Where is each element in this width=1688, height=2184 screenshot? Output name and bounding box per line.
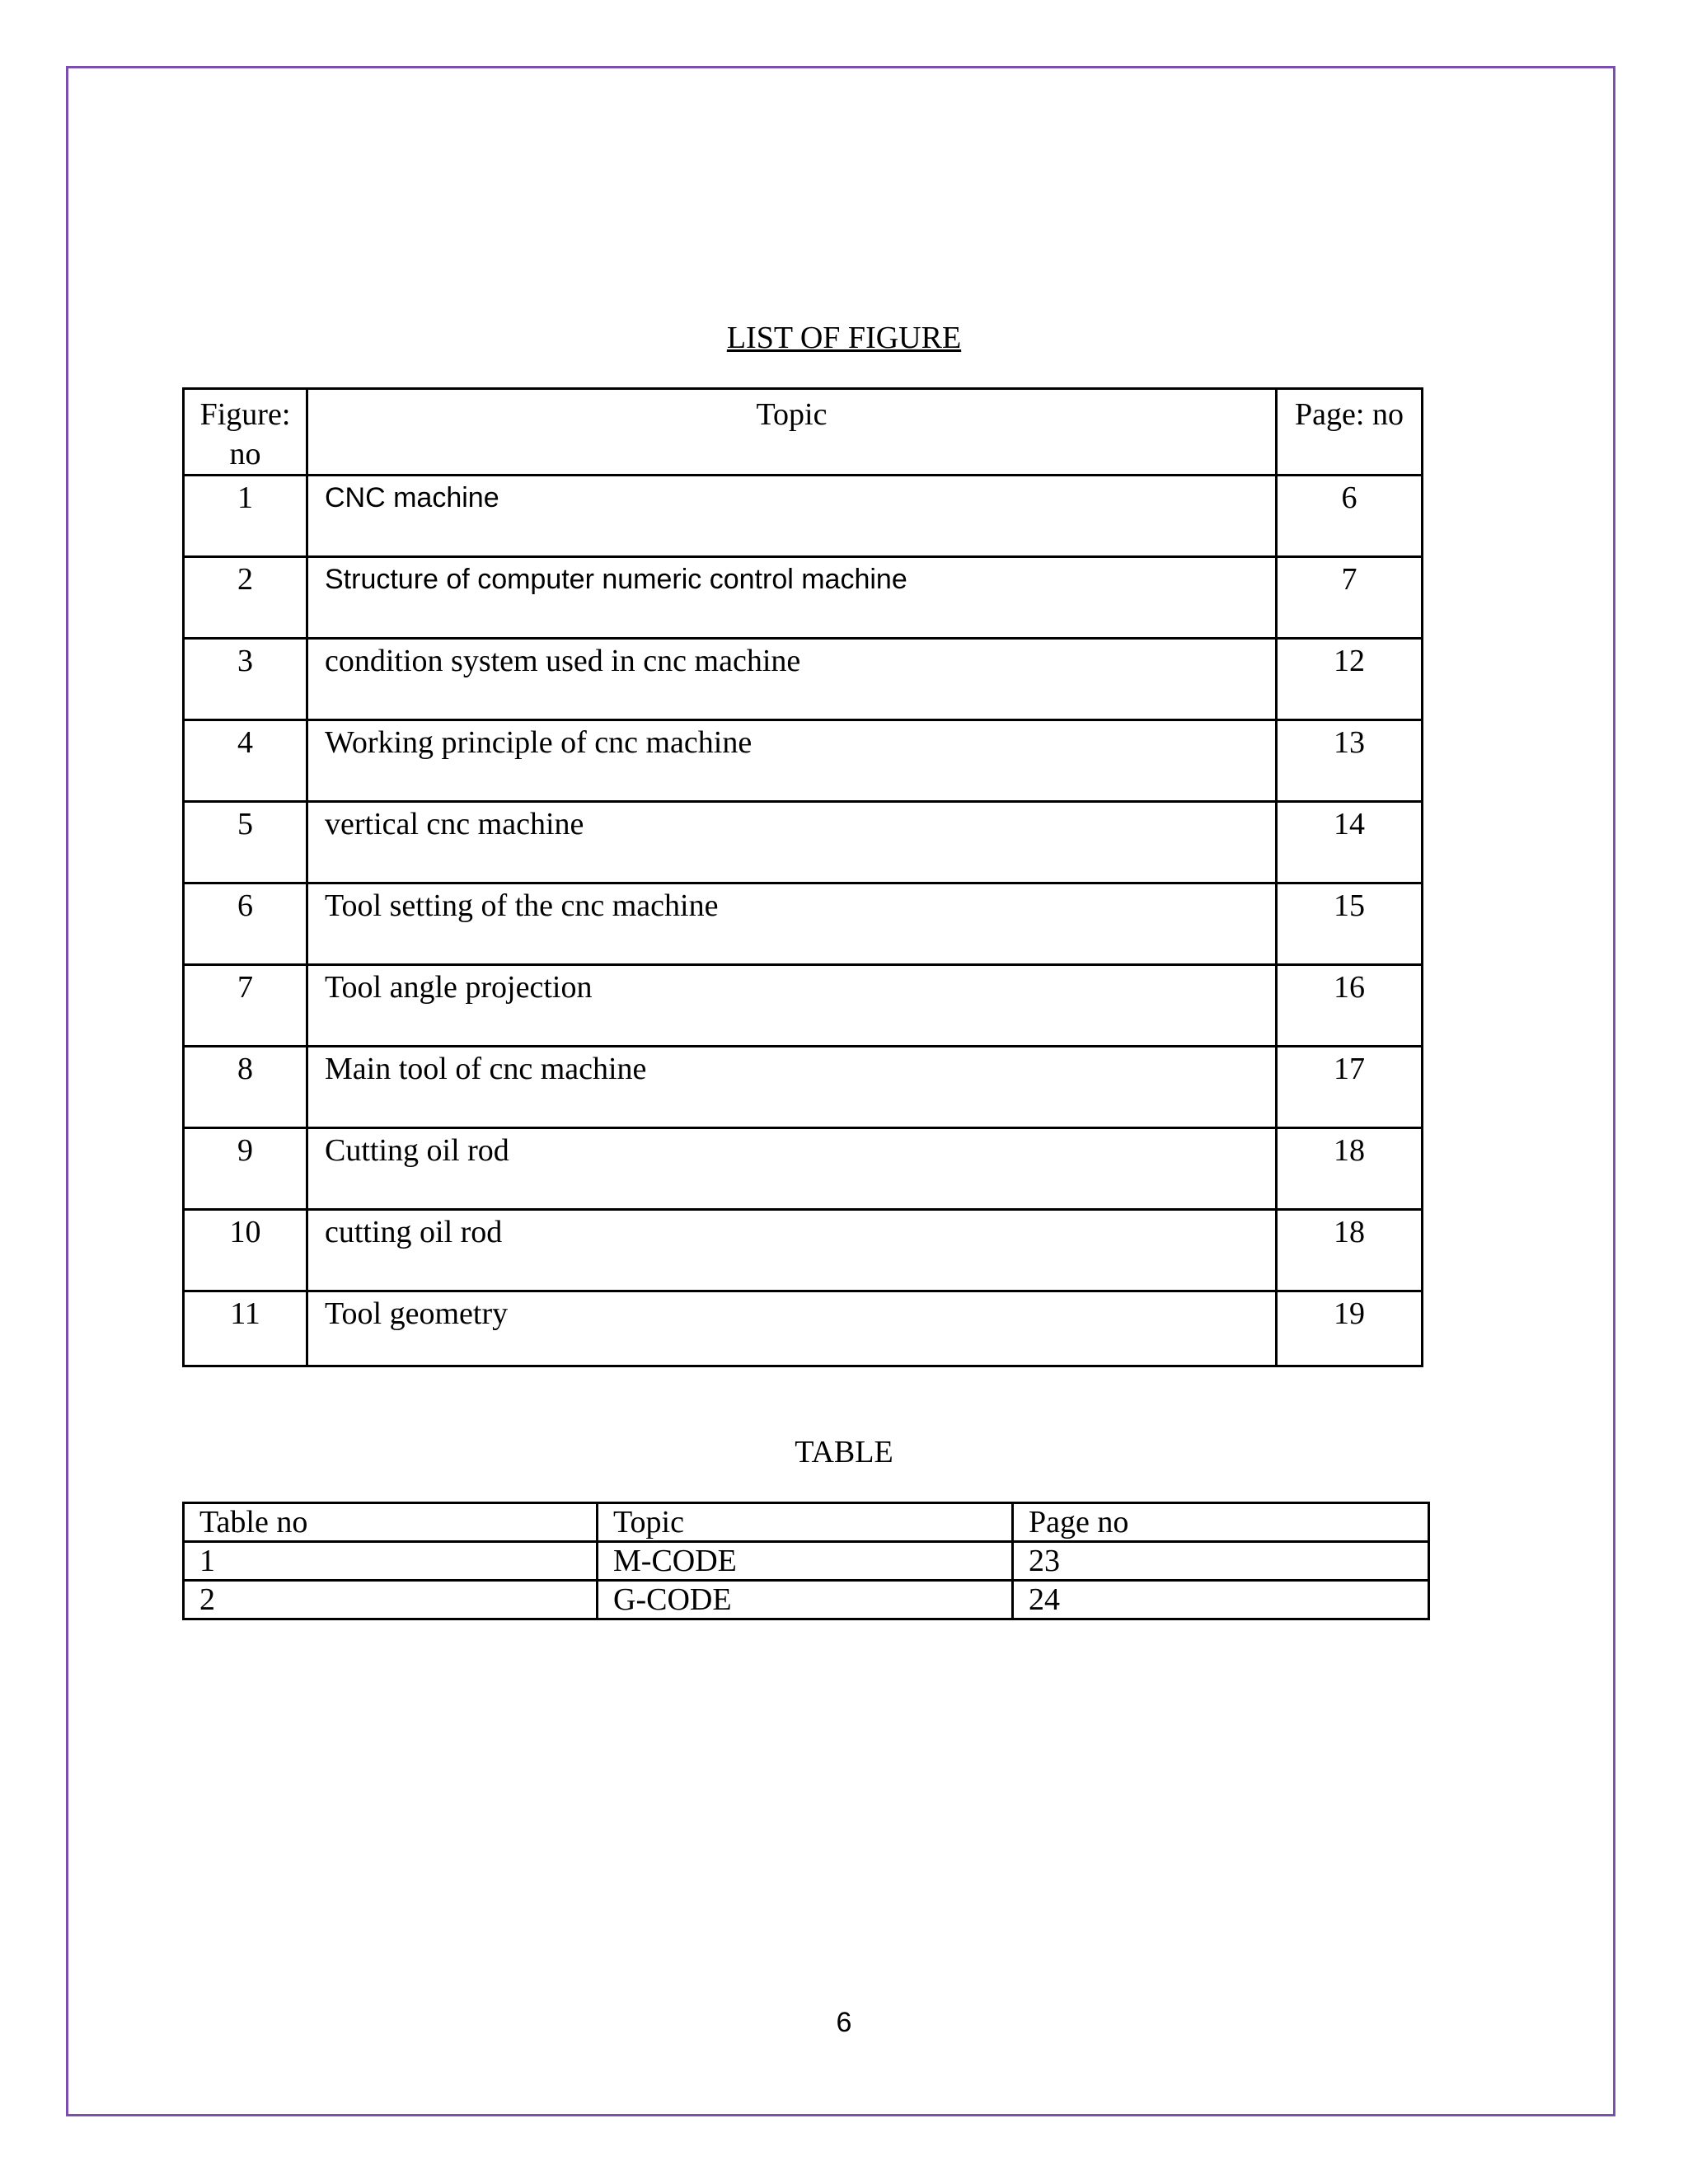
figure-topic: Cutting oil rod <box>307 1128 1277 1210</box>
table-topic: M-CODE <box>598 1542 1013 1581</box>
figure-no: 6 <box>184 883 307 965</box>
figure-no: 8 <box>184 1047 307 1128</box>
table-row <box>184 1542 1429 1581</box>
figure-topic: Tool setting of the cnc machine <box>307 883 1277 965</box>
figure-topic: vertical cnc machine <box>307 802 1277 883</box>
page-number: 6 <box>836 2007 852 2038</box>
figure-page: 14 <box>1277 802 1423 883</box>
table-no-header: Table no <box>184 1503 598 1542</box>
list-of-figures-title: LIST OF FIGURE <box>726 321 962 355</box>
figure-page: 17 <box>1277 1047 1423 1128</box>
figure-no: 10 <box>184 1210 307 1291</box>
figure-page: 16 <box>1277 965 1423 1047</box>
tables-header-row <box>184 1503 1429 1542</box>
figure-page: 7 <box>1277 557 1423 639</box>
figure-page: 13 <box>1277 720 1423 802</box>
figure-topic: condition system used in cnc machine <box>307 639 1277 720</box>
figure-no: 3 <box>184 639 307 720</box>
figure-topic: Working principle of cnc machine <box>307 720 1277 802</box>
table-row <box>184 720 1423 802</box>
figure-no-header: Figure: no <box>184 389 307 476</box>
table-row <box>184 557 1423 639</box>
table-row <box>184 1581 1429 1619</box>
table-topic: G-CODE <box>598 1581 1013 1619</box>
table-row <box>184 1047 1423 1128</box>
figure-no: 1 <box>184 476 307 557</box>
table-no: 1 <box>184 1542 598 1581</box>
figure-page: 12 <box>1277 639 1423 720</box>
figure-no: 9 <box>184 1128 307 1210</box>
list-of-tables-title: TABLE <box>795 1435 893 1469</box>
table-row <box>184 639 1423 720</box>
table-row <box>184 1210 1423 1291</box>
figure-no: 4 <box>184 720 307 802</box>
figure-topic: Tool angle projection <box>307 965 1277 1047</box>
figure-no: 5 <box>184 802 307 883</box>
topic-header: Topic <box>307 389 1277 476</box>
page-no-header: Page: no <box>1277 389 1423 476</box>
table-row <box>184 1291 1423 1366</box>
table-row <box>184 883 1423 965</box>
table-row <box>184 802 1423 883</box>
table-page: 24 <box>1013 1581 1429 1619</box>
table-row <box>184 1128 1423 1210</box>
figure-topic: Main tool of cnc machine <box>307 1047 1277 1128</box>
tables-table <box>182 1502 1430 1620</box>
figure-no: 2 <box>184 557 307 639</box>
table-row <box>184 965 1423 1047</box>
figure-page: 18 <box>1277 1128 1423 1210</box>
figures-table <box>182 387 1423 1367</box>
figure-page: 19 <box>1277 1291 1423 1366</box>
table-page: 23 <box>1013 1542 1429 1581</box>
table-no: 2 <box>184 1581 598 1619</box>
figures-header-row <box>184 389 1423 476</box>
figure-topic: Structure of computer numeric control machine <box>307 557 1277 639</box>
figure-page: 6 <box>1277 476 1423 557</box>
figure-no: 11 <box>184 1291 307 1366</box>
table-row <box>184 476 1423 557</box>
table-page-no-header: Page no <box>1013 1503 1429 1542</box>
figure-page: 15 <box>1277 883 1423 965</box>
figure-page: 18 <box>1277 1210 1423 1291</box>
table-topic-header: Topic <box>598 1503 1013 1542</box>
figure-topic: cutting oil rod <box>307 1210 1277 1291</box>
figure-topic: Tool geometry <box>307 1291 1277 1366</box>
figure-topic: CNC machine <box>307 476 1277 557</box>
figure-no: 7 <box>184 965 307 1047</box>
